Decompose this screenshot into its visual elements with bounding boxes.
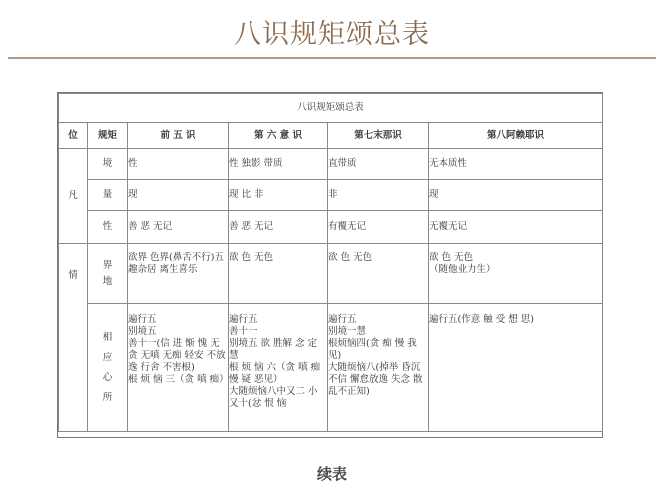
table-cell: 无本质性 bbox=[429, 149, 603, 180]
table-title: 八识规矩颂总表 bbox=[59, 94, 603, 123]
header-row bbox=[59, 123, 603, 149]
header-seventh: 第七末那识 bbox=[328, 123, 429, 149]
table-cell: 现 bbox=[128, 180, 229, 211]
rule-label-text: 界地 bbox=[102, 259, 113, 287]
rule-label bbox=[88, 244, 128, 304]
table-cell: 欲界 色界(鼻舌不行)五趣杂居 离生喜乐 bbox=[128, 244, 229, 304]
table-cell: 无覆无记 bbox=[429, 211, 603, 244]
position-cell bbox=[59, 149, 88, 244]
table-cell: 遍行五 别境一慧 根烦恼四(贪 痴 慢 我见) 大随烦恼八(掉举 昏沉 不信 懈怠放逸 失念 散乱不正知) bbox=[328, 304, 429, 432]
table-row bbox=[59, 244, 603, 304]
table-document bbox=[57, 92, 603, 438]
rule-label-text: 相应心所 bbox=[102, 331, 113, 403]
table-cell: 欲 色 无色 bbox=[229, 244, 328, 304]
table-cell: 现 bbox=[429, 180, 603, 211]
title-divider bbox=[8, 57, 656, 59]
table-row bbox=[59, 180, 603, 211]
rule-label bbox=[88, 304, 128, 432]
rule-label: 境 bbox=[88, 149, 128, 180]
table-cell: 遍行五 别境五 善十一(信 进 惭 愧 无贪 无嗔 无痴 轻安 不放逸 行舍 不害根) 根 烦 恼 三（贪 嗔 痴） bbox=[128, 304, 229, 432]
table-cell: 现 比 非 bbox=[229, 180, 328, 211]
table-cell: 性 bbox=[128, 149, 229, 180]
position-char: 凡 bbox=[68, 190, 78, 201]
table-cell: 直带质 bbox=[328, 149, 429, 180]
header-rules: 规矩 bbox=[88, 123, 128, 149]
position-char: 情 bbox=[68, 270, 78, 281]
table-cell: 善 恶 无记 bbox=[128, 211, 229, 244]
table-cell: 非 bbox=[328, 180, 429, 211]
table-cell: 遍行五(作意 触 受 想 思) bbox=[429, 304, 603, 432]
table-cell: 欲 色 无色 bbox=[328, 244, 429, 304]
rule-label: 性 bbox=[88, 211, 128, 244]
header-sixth: 第 六 意 识 bbox=[229, 123, 328, 149]
eight-consciousness-table bbox=[58, 93, 603, 432]
table-row bbox=[59, 149, 603, 180]
table-row bbox=[59, 211, 603, 244]
position-cell bbox=[59, 244, 88, 432]
header-eighth: 第八阿赖耶识 bbox=[429, 123, 603, 149]
table-row bbox=[59, 304, 603, 432]
table-cell: 遍行五 善十一 别境五 欲 胜解 念 定 慧 根 烦 恼 六（贪 嗔 痴 慢 疑 恶见） 大随烦恼八中又二 小又十(忿 恨 恼 bbox=[229, 304, 328, 432]
table-cell: 善 恶 无记 bbox=[229, 211, 328, 244]
continued-label: 续表 bbox=[316, 465, 347, 483]
rule-label: 量 bbox=[88, 180, 128, 211]
table-cell: 欲 色 无色 （随他业力生） bbox=[429, 244, 603, 304]
header-five-senses: 前 五 识 bbox=[128, 123, 229, 149]
header-position: 位 bbox=[59, 123, 88, 149]
table-cell: 有覆无记 bbox=[328, 211, 429, 244]
table-cell: 性 独影 带质 bbox=[229, 149, 328, 180]
page-title: 八识规矩颂总表 bbox=[234, 19, 430, 50]
